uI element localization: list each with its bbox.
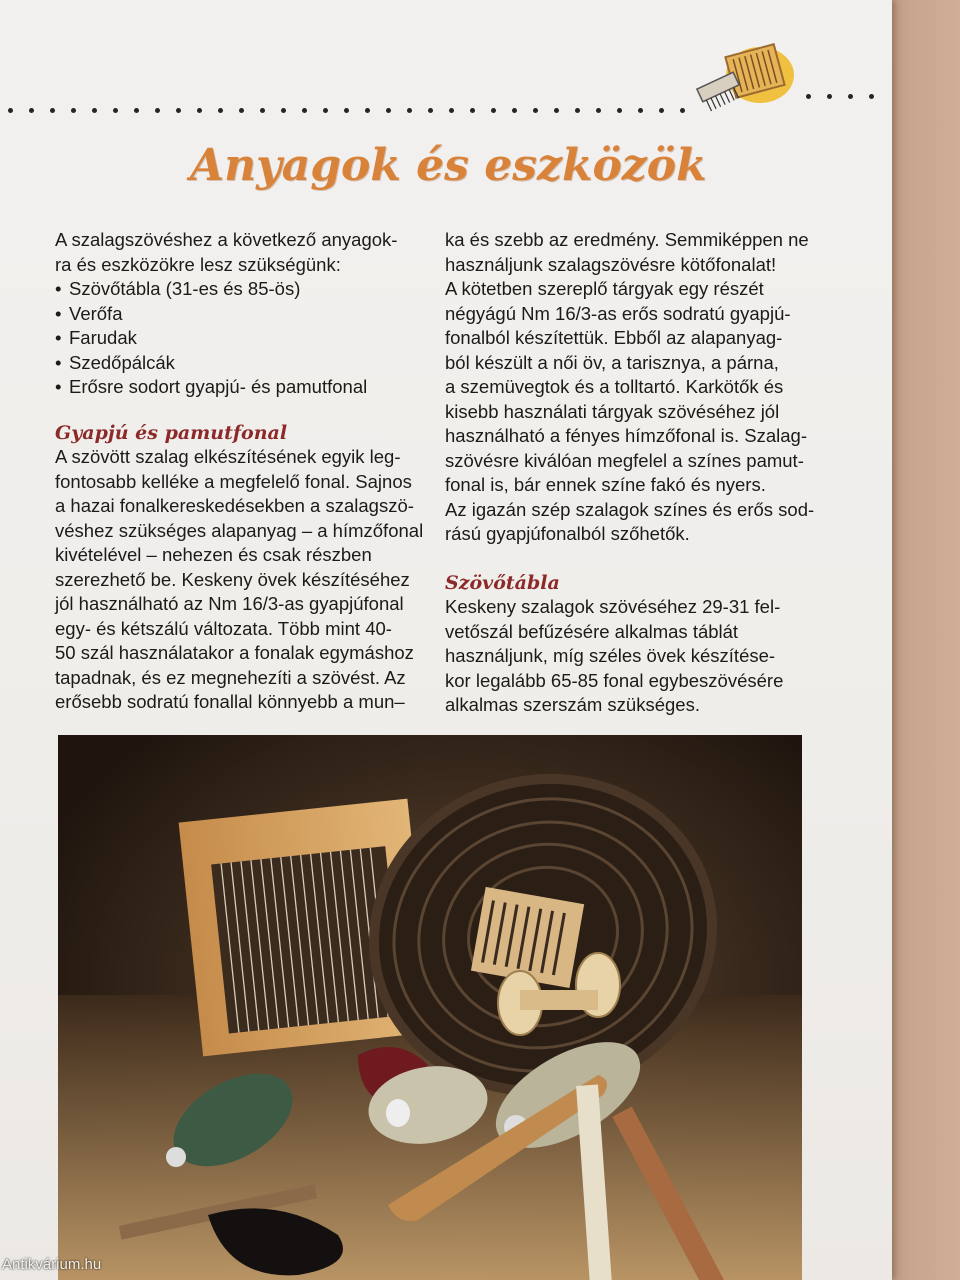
divider-dot: [470, 108, 475, 113]
divider-dot: [617, 108, 622, 113]
page-title: Anyagok és eszközök: [190, 140, 707, 191]
divider-dot: [596, 108, 601, 113]
divider-dot: [386, 108, 391, 113]
right-column: [445, 228, 815, 718]
divider-dot: [365, 108, 370, 113]
section-heading-yarn: Gyapjú és pamutfonal: [55, 421, 288, 444]
list-item: • Verőfa: [55, 302, 123, 324]
photo-weaving-tools: [58, 735, 802, 1280]
divider-dot: [827, 94, 832, 99]
divider-dot: [134, 108, 139, 113]
divider-dot: [806, 94, 811, 99]
divider-dot: [113, 108, 118, 113]
text-line: ra és eszközökre lesz szükségünk:: [55, 253, 341, 275]
list-item: • Szövőtábla (31-es és 85-ös): [55, 278, 301, 299]
divider-dot: [659, 108, 664, 113]
divider-dot: [71, 108, 76, 113]
divider-dot: [407, 108, 412, 113]
materials-list: [55, 277, 420, 400]
divider-dot: [8, 108, 13, 113]
list-item: • Erősre sodort gyapjú- és pamutfonal: [55, 376, 368, 397]
divider-dot: [869, 94, 874, 99]
section-heading-board: Szövőtábla: [445, 571, 560, 594]
divider-dot: [512, 108, 517, 113]
intro-paragraph: [55, 228, 420, 277]
divider-dot: [92, 108, 97, 113]
board-paragraph: Keskeny szalagok szövéséhez 29-31 fel- vetőszál befűzésére alkalmas táblát használjunk, míg széles övek készítése- kor legalább 65-85 fonal egybeszövésére alkalmas szerszám szükséges.: [445, 596, 784, 715]
divider-dot: [260, 108, 265, 113]
divider-dot: [155, 108, 160, 113]
divider-dot: [323, 108, 328, 113]
divider-dot: [680, 108, 685, 113]
list-item: • Szedőpálcák: [55, 351, 175, 373]
divider-dot: [449, 108, 454, 113]
divider-dot: [302, 108, 307, 113]
background-surface: [880, 0, 960, 1280]
divider-dot: [176, 108, 181, 113]
list-item: • Farudak: [55, 327, 137, 348]
left-column: [55, 228, 424, 715]
watermark: Antikvárium.hu: [2, 1256, 102, 1273]
divider-dot: [281, 108, 286, 113]
continued-paragraph: ka és szebb az eredmény. Semmiképpen ne használjunk szalagszövésre kötőfonalat! A kötetben szereplő tárgyak egy részét négyágú Nm 16/3-as erős sodratú gyapjú- fonalból készítettük. Ebből az alapanyag- ból készült a női öv, a tarisznya, a párna, a szemüvegtok és a tolltartó. Karkötők és kisebb használati tárgyak szövéséhez jól használható a fényes hímzőfonal is. Szalag- szövésre kiválóan megfelel a színes pamut- fonal is, bár ennek színe fakó és nyers. Az igazán szép szalagok színes és erős sod- rású gyapjúfonalból szőhetők.: [445, 229, 815, 544]
divider-dot: [50, 108, 55, 113]
divider-dot: [29, 108, 34, 113]
divider-dot: [344, 108, 349, 113]
photo-illustration: [58, 735, 802, 1280]
divider-dot: [533, 108, 538, 113]
text-line: A szalagszövéshez a következő anyagok-: [55, 229, 398, 250]
divider-dot: [848, 94, 853, 99]
weaving-comb-icon: [690, 30, 800, 115]
divider-dot: [554, 108, 559, 113]
divider-dot: [218, 108, 223, 113]
divider-dot: [239, 108, 244, 113]
divider-dot: [491, 108, 496, 113]
divider-dot: [428, 108, 433, 113]
divider-dot: [638, 108, 643, 113]
divider-dot: [575, 108, 580, 113]
divider-dot: [197, 108, 202, 113]
yarn-paragraph: A szövött szalag elkészítésének egyik leg- fontosabb kelléke a megfelelő fonal. Sajnos a hazai fonalkereskedésekben a szalagszö- véshez szükséges alapanyag – a hímzőfonal kivételével – nehezen és csak részben szerezhető be. Keskeny övek készítéséhez jól használható az Nm 16/3-as gyapjúfonal egy- és kétszálú változata. Több mint 40- 50 szál használatakor a fonalak egymáshoz tapadnak, és ez megnehezíti a szövést. Az erősebb sodratú fonallal könnyebb a mun–: [55, 446, 424, 712]
